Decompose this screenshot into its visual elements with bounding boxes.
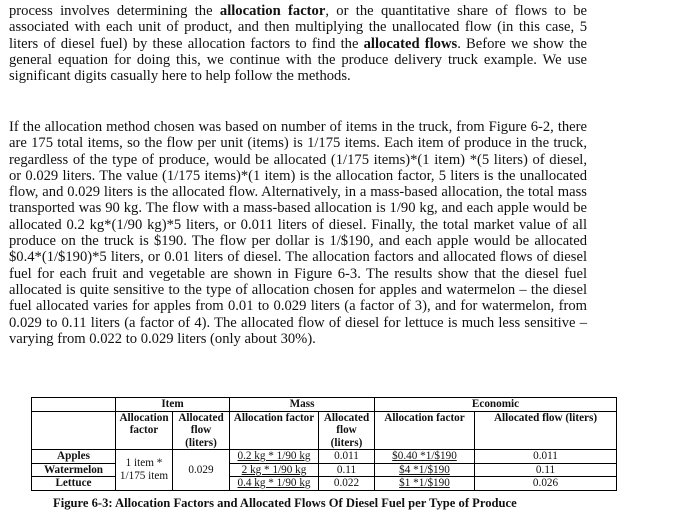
table-row-label-header <box>32 411 116 450</box>
text-run: . Before we show the general equation for doing this, we continue with the produce delivery truck example. We use significant digits casually here to help follow the methods. <box>9 35 587 85</box>
paragraph-allocation-intro <box>9 3 587 84</box>
text-run: , or the quantitative share of flows to be associated with each unit of product, and then multiplying the unallocated flow (in this case, 5 liters of diesel fuel) by these allocation factors to find the <box>9 3 587 52</box>
mass-factor-text: 0.4 kg * 1/90 kg <box>237 477 311 489</box>
econ-factor-text: $0.40 *1/$190 <box>392 450 457 462</box>
mass-flow-lettuce: 0.022 <box>319 477 375 491</box>
econ-flow-lettuce: 0.026 <box>475 477 617 491</box>
mass-factor-watermelon <box>230 463 319 477</box>
econ-flow-apples: 0.011 <box>475 450 617 464</box>
economic-allocation-factor-header: Allocation factor <box>375 411 475 450</box>
row-label-lettuce: Lettuce <box>32 477 116 491</box>
item-allocation-factor-header: Allocation factor <box>116 411 173 450</box>
mass-flow-apples: 0.011 <box>319 450 375 464</box>
paragraph-allocation-example: If the allocation method chosen was based on number of items in the truck, from Figure 6-2, there are 175 total items, so the flow per unit (items) is 1/175 items. Each item of produce in the truck, regardless of the type of produce, would be allocated (1/175 items)*(1 item) *(5 liters) of diesel, or 0.029 liters. The value (1/175 items)*(1 item) is the allocation factor, 5 liters is the unallocated flow, and 0.029 liters is the allocated flow. Alternatively, in a mass-based allocation, the total mass transported was 90 kg. The flow with a mass-based allocation is 1/90 kg, and each apple would be allocated 0.2 kg*(1/90 kg)*5 liters, or 0.011 liters of diesel. Finally, the total market value of all produce on the truck is $190. The flow per dollar is 1/$190, and each apple would be allocated $0.4*(1/$190)*5 liters, or 0.01 liters of diesel. The allocation factors and allocated flows of diesel fuel for each fruit and vegetable are shown in Figure 6-3. The results show that the diesel fuel allocated is quite sensitive to the type of allocation chosen for apples and watermelon – the diesel fuel allocated varies for apples from 0.01 to 0.029 liters (a factor of 3), and for watermelon, from 0.029 to 0.11 liters (a factor of 4). The allocated flow of diesel for lettuce is much less sensitive – varying from 0.022 to 0.029 liters (only about 30%). <box>9 119 587 347</box>
econ-flow-watermelon: 0.11 <box>475 463 617 477</box>
mass-factor-apples <box>230 450 319 464</box>
mass-flow-watermelon: 0.11 <box>319 463 375 477</box>
table-group-header-row <box>32 398 617 412</box>
allocation-table <box>31 397 617 491</box>
text-run: process involves determining the <box>9 3 220 19</box>
row-label-apples: Apples <box>32 450 116 464</box>
econ-factor-text: $4 *1/$190 <box>399 463 450 476</box>
group-header-economic: Economic <box>375 398 617 412</box>
item-allocated-flow-shared: 0.029 <box>173 450 230 491</box>
group-header-mass: Mass <box>230 398 375 412</box>
table-subheader-row <box>32 411 617 450</box>
mass-factor-text: 0.2 kg * 1/90 kg <box>237 450 311 462</box>
bold-term-allocated-flows: allocated flows <box>363 35 458 52</box>
mass-factor-text: 2 kg * 1/90 kg <box>241 463 307 476</box>
economic-allocated-flow-header: Allocated flow (liters) <box>475 411 617 450</box>
table-row <box>32 450 617 464</box>
econ-factor-lettuce <box>375 477 475 491</box>
row-label-watermelon: Watermelon <box>32 463 116 477</box>
mass-allocated-flow-header: Allocated flow (liters) <box>319 411 375 450</box>
bold-term-allocation-factor: allocation factor <box>219 3 326 19</box>
mass-factor-lettuce <box>230 477 319 491</box>
econ-factor-text: $1 *1/$190 <box>399 477 450 489</box>
figure-caption: Figure 6-3: Allocation Factors and Allocated Flows Of Diesel Fuel per Type of Produce <box>53 496 517 510</box>
item-allocation-factor-shared: 1 item * 1/175 item <box>116 450 173 491</box>
group-header-item: Item <box>116 398 230 412</box>
mass-allocation-factor-header: Allocation factor <box>230 411 319 450</box>
econ-factor-watermelon <box>375 463 475 477</box>
econ-factor-apples <box>375 450 475 464</box>
item-allocated-flow-header: Allocated flow (liters) <box>173 411 230 450</box>
table-corner-cell <box>32 398 116 412</box>
